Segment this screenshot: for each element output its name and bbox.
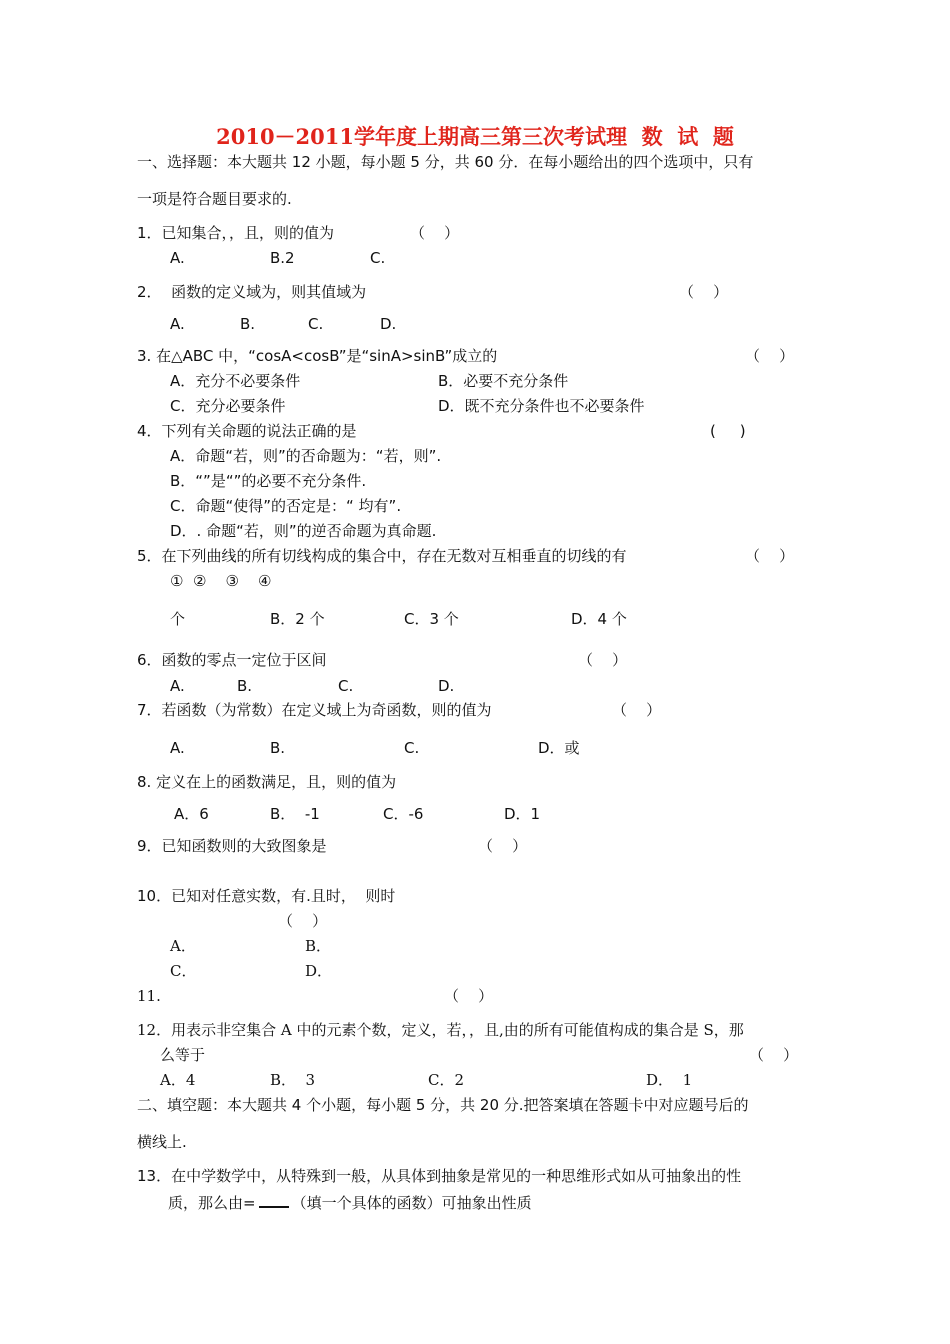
q2-option-d: D. [380,315,397,333]
q6-option-a: A. [170,677,185,695]
q13-stem: 13．在中学数学中，从特殊到一般，从具体到抽象是常见的一种思维形式如从可抽象出的性 [137,1167,742,1185]
q9-stem: 9．已知函数则的大致图象是 [137,837,327,855]
q8-stem: 8. 定义在上的函数满足，且，则的值为 [137,773,397,791]
q2-answer-paren: （ ） [679,283,729,301]
q12-option-b: B． 3 [270,1071,316,1089]
q5-option-a: 个 [170,610,186,628]
q9-answer-paren: （ ） [478,837,528,855]
q3-option-d: D．既不充分条件也不必要条件 [438,397,645,415]
q7-option-c: C. [404,739,420,757]
q5-stem: 5．在下列曲线的所有切线构成的集合中，存在无数对互相垂直的切线的有 [137,547,627,565]
q8-option-a: A．6 [174,805,209,823]
q4-option-d: D．. 命题“若，则”的逆否命题为真命题. [170,522,437,540]
q12-stem: 12．用表示非空集合 A 中的元素个数，定义，若，，且,由的所有可能值构成的集合是 S，那 [137,1021,744,1039]
q6-answer-paren: （ ） [578,651,628,669]
q1-stem: 1．已知集合，，且，则的值为 [137,224,335,242]
q11-answer-paren: （ ） [444,987,494,1005]
q5-option-c: C．3 个 [404,610,459,628]
q3-option-b: B．必要不充分条件 [438,372,569,390]
q3-option-c: C．充分必要条件 [170,397,286,415]
section1-instruction: 一、选择题：本大题共 12 小题，每小题 5 分，共 60 分．在每小题给出的四个选项中，只有 [137,153,754,171]
q3-stem: 3. 在△ABC 中，“cosA<cosB”是“sinA>sinB”成立的 [137,347,498,365]
q7-option-d: D．或 [538,739,580,757]
q5-option-d: D．4 个 [571,610,627,628]
q1-option-c: C. [370,249,386,267]
q13-stem-cont-a: 质，那么由= [168,1194,256,1212]
q3-answer-paren: （ ） [745,347,795,365]
q4-option-b: B．“”是“”的必要不充分条件. [170,472,367,490]
exam-title: 2010－2011学年度上期高三第三次考试理 数 试 题 [216,124,734,149]
q7-option-b: B. [270,739,286,757]
q2-option-a: A. [170,315,185,333]
q13-stem-cont [168,1192,532,1212]
q8-option-c: C．-6 [383,805,424,823]
q12-option-d: D． 1 [646,1071,693,1089]
q13-stem-cont-b: （填一个具体的函数）可抽象出性质 [291,1194,532,1212]
q10-option-b: B． [305,937,332,955]
q2-stem: 2． 函数的定义域为，则其值域为 [137,283,367,301]
q3-option-a: A．充分不必要条件 [170,372,301,390]
q6-stem: 6．函数的零点一定位于区间 [137,651,327,669]
q6-option-b: B. [237,677,253,695]
q4-answer-paren: ( ) [710,422,746,440]
q2-option-b: B. [240,315,256,333]
q1-option-b: B.2 [270,249,295,267]
q12-option-c: C．2 [428,1071,465,1089]
q4-stem: 4．下列有关命题的说法正确的是 [137,422,357,440]
q7-answer-paren: （ ） [612,701,662,719]
section1-instruction-cont: 一项是符合题目要求的. [137,190,292,208]
q12-stem-cont: 么等于 [160,1046,206,1064]
q13-answer-blank[interactable] [259,1192,289,1208]
q8-option-b: B． -1 [270,805,320,823]
q5-option-b: B．2 个 [270,610,325,628]
q8-option-d: D．1 [504,805,541,823]
q4-option-a: A．命题“若，则”的否命题为：“若，则”. [170,447,442,465]
q7-option-a: A. [170,739,185,757]
q10-stem: 10．已知对任意实数，有.且时， 则时 [137,887,396,905]
q6-option-c: C. [338,677,354,695]
q1-answer-paren: （ ） [410,224,460,242]
q10-answer-paren: （ ） [278,912,328,930]
q7-stem: 7．若函数（为常数）在定义域上为奇函数，则的值为 [137,701,492,719]
section2-instruction-cont: 横线上. [137,1133,187,1151]
q10-option-c: C． [170,962,197,980]
q10-option-d: D． [305,962,333,980]
q4-option-c: C．命题“使得”的否定是：“ 均有”. [170,497,402,515]
q2-option-c: C. [308,315,324,333]
q10-option-a: A． [170,937,196,955]
q5-curve-markers: ① ② ③ ④ [170,572,272,590]
q6-option-d: D. [438,677,455,695]
q1-option-a: A. [170,249,185,267]
q12-answer-paren: （ ） [749,1046,799,1064]
q11-stem: 11. [137,987,161,1005]
section2-instruction: 二、填空题：本大题共 4 个小题，每小题 5 分，共 20 分.把答案填在答题卡中对应题号后的 [137,1096,749,1114]
q12-option-a: A．4 [160,1071,196,1089]
q5-answer-paren: （ ） [745,547,795,565]
